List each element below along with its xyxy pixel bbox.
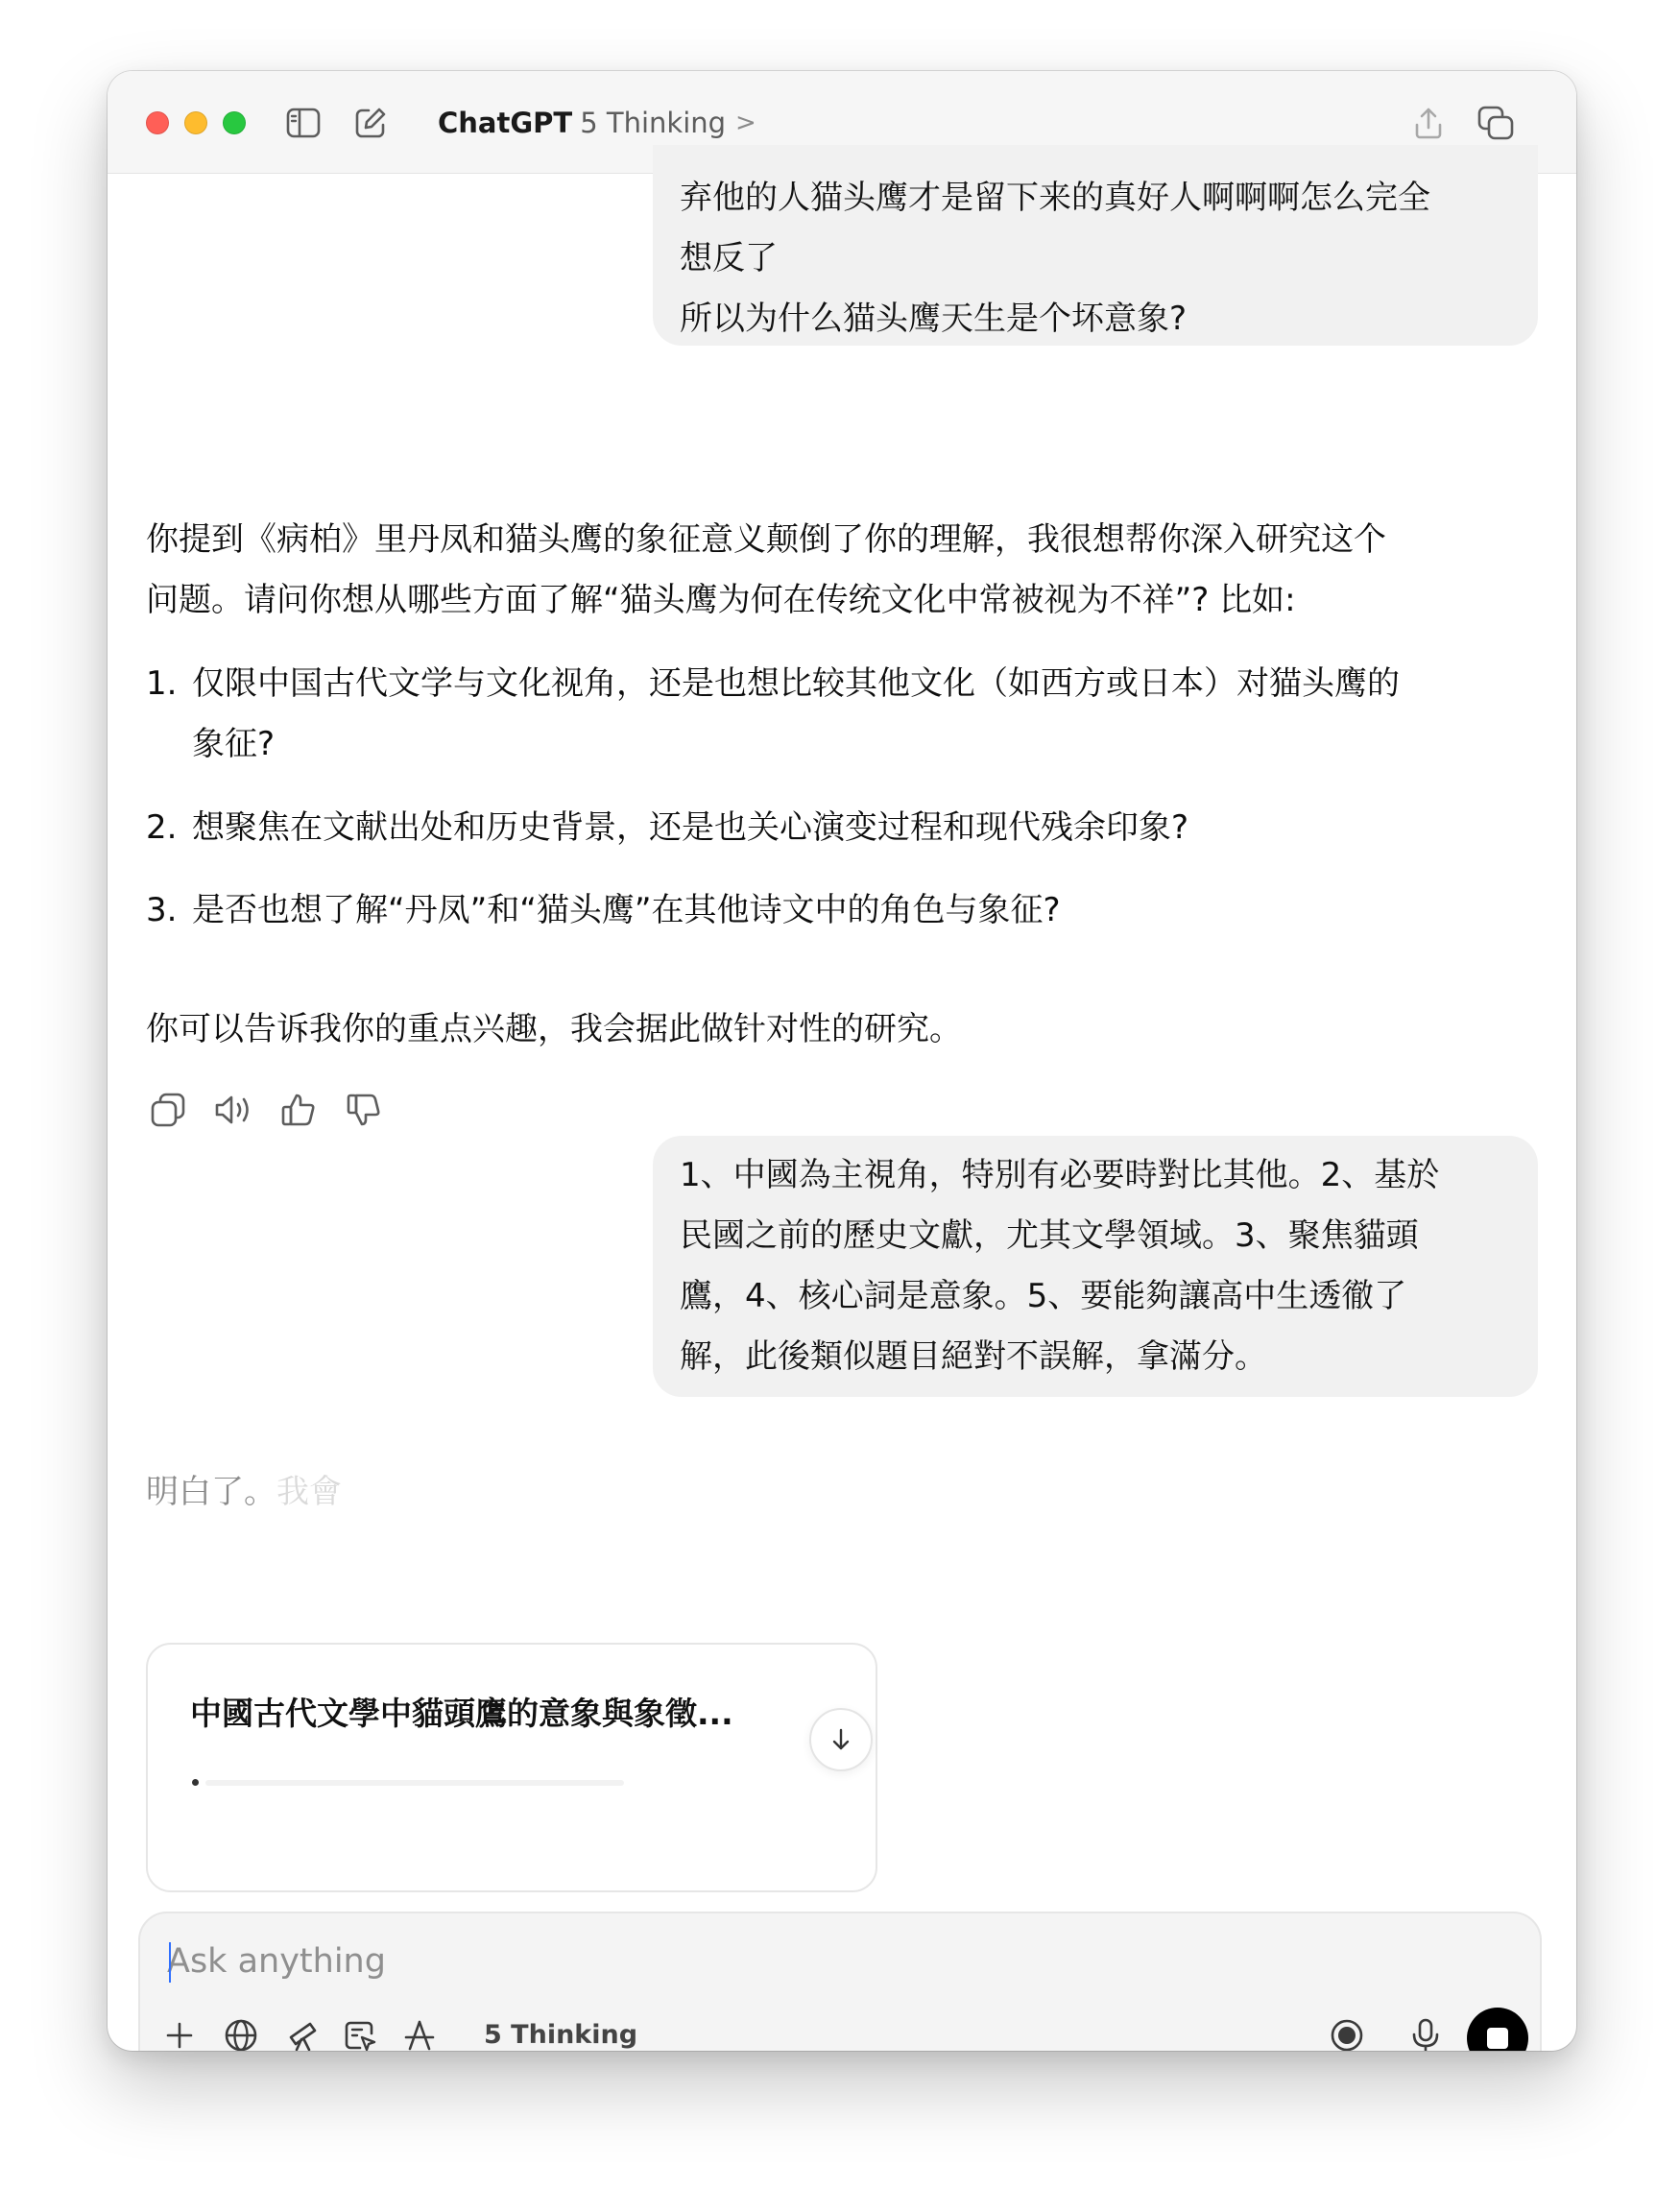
- copy-icon[interactable]: [146, 1088, 190, 1132]
- canvas-icon[interactable]: [338, 2013, 382, 2051]
- chevron-right-icon: >: [735, 108, 756, 137]
- thumbs-up-icon[interactable]: [276, 1088, 321, 1132]
- prompt-input[interactable]: [167, 1933, 1127, 1990]
- streaming-visible-text: 明白了。: [146, 1473, 276, 1511]
- message-line: 解，此後類似題目絕對不誤解，拿滿分。: [680, 1337, 1267, 1376]
- message-line: 鷹，4、核心詞是意象。5、要能夠讓高中生透徹了: [680, 1277, 1407, 1315]
- new-chat-icon[interactable]: [351, 104, 390, 142]
- list-number: 2.: [146, 808, 178, 847]
- assistant-streaming-text: [146, 1462, 342, 1523]
- model-label: 5 Thinking: [580, 107, 727, 139]
- message-line: 想聚焦在文献出处和历史背景，还是也关心演变过程和现代残余印象?: [192, 808, 1189, 847]
- composer: [138, 1912, 1542, 2051]
- progress-dot: [192, 1779, 199, 1786]
- read-aloud-icon[interactable]: [211, 1088, 255, 1132]
- list-number: 1.: [146, 664, 178, 703]
- user-message: [653, 1136, 1538, 1397]
- sidebar-toggle-icon[interactable]: [284, 104, 323, 142]
- message-line: 1、中國為主視角，特別有必要時對比其他。2、基於: [680, 1156, 1440, 1194]
- close-window-button[interactable]: [146, 111, 169, 134]
- assistant-closing: [146, 999, 1548, 1060]
- model-selector[interactable]: [438, 106, 756, 140]
- progress-track: [205, 1780, 624, 1786]
- assistant-intro: [146, 510, 1548, 631]
- zoom-window-button[interactable]: [223, 111, 246, 134]
- message-line: 所以为什么猫头鹰天生是个坏意象?: [680, 300, 1188, 338]
- message-line: 象征?: [192, 725, 276, 763]
- chat-area[interactable]: [108, 174, 1576, 2051]
- temporary-chat-icon[interactable]: [1476, 104, 1515, 142]
- message-actions: [146, 1086, 386, 1134]
- telescope-icon[interactable]: [280, 2013, 324, 2051]
- message-line: 你可以告诉我你的重点兴趣，我会据此做针对性的研究。: [146, 1010, 962, 1048]
- streaming-fading-text: 我會: [276, 1473, 342, 1511]
- app-title: ChatGPT: [438, 107, 573, 139]
- chatgpt-window: [108, 71, 1576, 2051]
- stop-generating-button[interactable]: [1467, 2008, 1528, 2051]
- message-line: 弃他的人猫头鹰才是留下来的真好人啊啊啊怎么完全: [680, 179, 1430, 217]
- globe-icon[interactable]: [219, 2013, 263, 2051]
- thumbs-down-icon[interactable]: [342, 1088, 386, 1132]
- voice-mode-icon[interactable]: [1325, 2013, 1369, 2051]
- message-line: 想反了: [680, 239, 778, 277]
- user-message: [653, 145, 1538, 346]
- microphone-icon[interactable]: [1404, 2013, 1448, 2051]
- message-line: 仅限中国古代文学与文化视角，还是也想比较其他文化（如西方或日本）对猫头鹰的: [192, 664, 1400, 703]
- message-line: 问题。请问你想从哪些方面了解“猫头鹰为何在传统文化中常被视为不祥”? 比如:: [146, 581, 1296, 619]
- list-number: 3.: [146, 891, 178, 929]
- minimize-window-button[interactable]: [184, 111, 207, 134]
- stop-icon: [1487, 2028, 1508, 2049]
- arrow-down-icon: [830, 1727, 852, 1752]
- list-text: [192, 798, 1188, 858]
- agent-icon[interactable]: [397, 2013, 442, 2051]
- scroll-down-button[interactable]: [809, 1708, 873, 1771]
- list-text: [192, 654, 1400, 775]
- share-icon[interactable]: [1409, 104, 1448, 142]
- text-caret: [169, 1942, 171, 1983]
- deep-research-card[interactable]: [146, 1643, 877, 1892]
- message-line: 民國之前的歷史文獻，尤其文學領域。3、聚焦貓頭: [680, 1216, 1419, 1255]
- message-line: 是否也想了解“丹凤”和“猫头鹰”在其他诗文中的角色与象征?: [192, 891, 1061, 929]
- list-text: [192, 880, 1061, 941]
- plus-icon[interactable]: [157, 2013, 202, 2051]
- research-card-title: 中國古代文學中貓頭鷹的意象與象徵...: [190, 1695, 733, 1732]
- thinking-mode-button[interactable]: 5 Thinking: [484, 2020, 638, 2050]
- message-line: 你提到《病柏》里丹凤和猫头鹰的象征意义颠倒了你的理解，我很想帮你深入研究这个: [146, 520, 1386, 559]
